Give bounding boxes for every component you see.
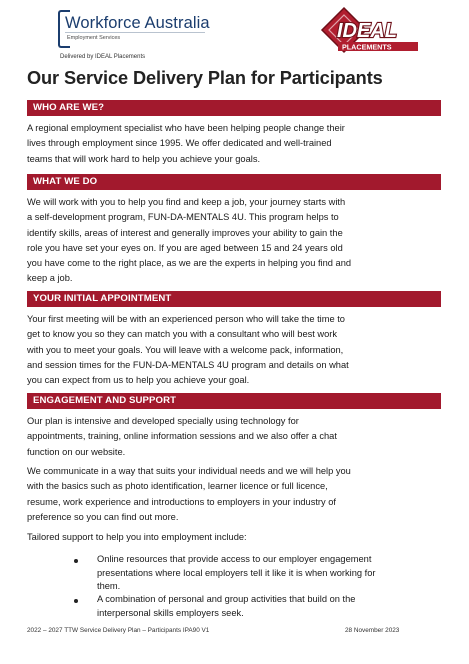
- text-line: teams that will work hard to help you achieve your goals.: [27, 153, 261, 164]
- section-heading: WHAT WE DO: [33, 176, 98, 187]
- text-line: A combination of personal and group activities that build on the: [97, 594, 356, 604]
- section-bar-who-are-we: [27, 100, 441, 116]
- text-line: with you to meet your goals. You will leave with a welcome pack, information,: [27, 344, 344, 355]
- ideal-placements-logo: [318, 6, 424, 58]
- section-bar-engagement-support: [27, 393, 441, 409]
- page-title: Our Service Delivery Plan for Participants: [27, 68, 383, 88]
- section-heading: WHO ARE WE?: [33, 102, 105, 113]
- placements-wordmark: PLACEMENTS: [342, 42, 392, 52]
- section-bar-initial-appointment: [27, 291, 441, 307]
- logo-underline: [65, 32, 205, 33]
- text-line: Your first meeting will be with an experienced person who will take the time to: [27, 314, 345, 324]
- ideal-wordmark: IDEAL: [337, 20, 397, 42]
- text-line: them.: [97, 581, 121, 591]
- text-line: role you have set your eyes on. If you are aged between 15 and 24 years old: [27, 242, 343, 253]
- section-heading: YOUR INITIAL APPOINTMENT: [33, 293, 172, 304]
- text-line: identify skills, areas of interest and generally improves your ability to gain the: [27, 227, 343, 238]
- text-line: presentations where local employers tell it like it is when working for: [97, 567, 376, 578]
- text-line: Tailored support to help you into employment include:: [27, 532, 247, 542]
- list-item-text: [97, 593, 355, 620]
- delivered-by-label: Delivered by IDEAL Placements: [60, 54, 146, 60]
- text-line: We communicate in a way that suits your individual needs and we will help you: [27, 466, 351, 476]
- engagement-paragraph-2: [27, 464, 443, 525]
- initial-appointment-paragraph: [27, 312, 443, 388]
- who-are-we-paragraph: [27, 121, 443, 167]
- text-line: get to know you so they can match you with a consultant who will best work: [27, 329, 338, 340]
- page-header: [0, 0, 469, 70]
- text-line: resume, work experience and introductions to employers in your industry of: [27, 496, 337, 507]
- text-line: appointments, training, online information sessions and we also offer a chat: [27, 431, 337, 442]
- text-line: lives through employment since 1995. We offer dedicated and well-trained: [27, 138, 332, 149]
- workforce-australia-logo: [58, 10, 218, 50]
- text-line: you can expect from us to help you achieve your goal.: [27, 375, 250, 386]
- employment-services-label: Employment Services: [67, 35, 121, 41]
- text-line: Online resources that provide access to our employer engagement: [97, 554, 372, 564]
- text-line: you have come to the right place, as we are the experts in helping you find and: [27, 258, 352, 269]
- section-bar-what-we-do: [27, 174, 441, 190]
- text-line: and session times for the FUN-DA-MENTALS 4U program and details on what: [27, 359, 349, 370]
- workforce-australia-title: Workforce Australia: [65, 14, 210, 32]
- text-line: interpersonal skills employers seek.: [97, 607, 244, 618]
- text-line: Our plan is intensive and developed specially using technology for: [27, 416, 299, 426]
- section-heading: ENGAGEMENT AND SUPPORT: [33, 395, 177, 406]
- list-item-text: [97, 553, 376, 594]
- text-line: preference so you can find out more.: [27, 511, 179, 522]
- what-we-do-paragraph: [27, 195, 443, 287]
- engagement-paragraph-1: [27, 414, 443, 460]
- engagement-paragraph-3: [27, 530, 443, 545]
- text-line: with the basics such as photo identification, learner licence or full licence,: [27, 481, 328, 492]
- bullet-icon: [74, 599, 78, 603]
- footer-date: 28 November 2023: [345, 627, 400, 634]
- footer-document-reference: 2022 – 2027 TTW Service Delivery Plan – Participants IPA90 V1: [27, 627, 210, 634]
- text-line: A regional employment specialist who have been helping people change their: [27, 123, 345, 133]
- bullet-icon: [74, 559, 78, 563]
- text-line: keep a job.: [27, 273, 73, 284]
- text-line: a self-development program, FUN-DA-MENTALS 4U. This program helps to: [27, 212, 339, 223]
- text-line: function on our website.: [27, 446, 126, 457]
- text-line: We will work with you to help you find and keep a job, your journey starts with: [27, 197, 346, 207]
